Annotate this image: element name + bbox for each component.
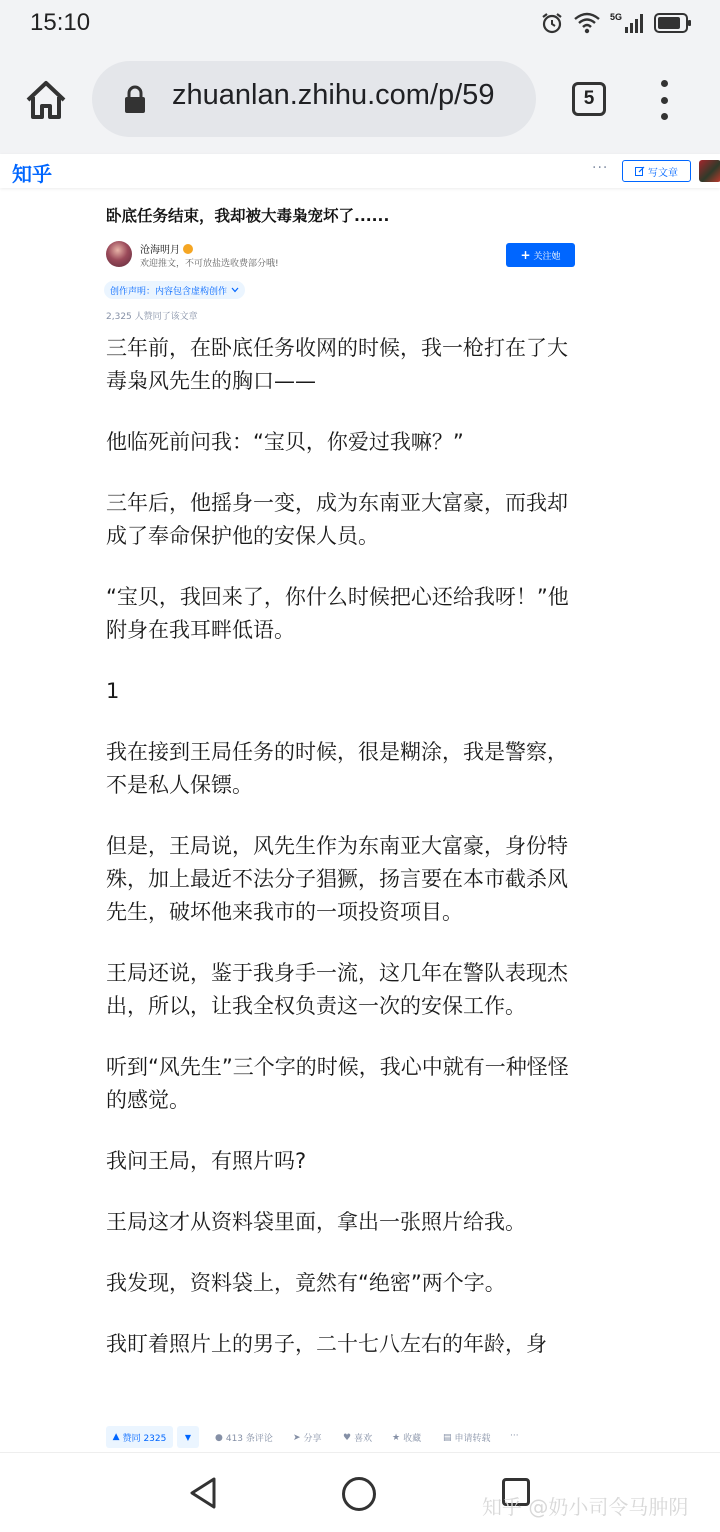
header-more-icon[interactable]: ···	[592, 160, 609, 176]
author-avatar[interactable]	[106, 241, 132, 267]
section-number: 1	[106, 679, 120, 703]
home-nav-icon[interactable]	[342, 1477, 376, 1511]
zhihu-logo[interactable]: 知乎	[12, 162, 52, 186]
status-bar	[0, 0, 720, 46]
url-text[interactable]: zhuanlan.zhihu.com/p/59	[172, 79, 495, 111]
upvote-label: 赞同 2325	[122, 1433, 167, 1444]
write-article-label: 写文章	[648, 167, 678, 179]
follow-label: 关注她	[533, 251, 561, 262]
article-paragraph: 三年前，在卧底任务收网的时候，我一枪打在了大毒枭风先生的胸口——	[106, 336, 568, 393]
article-paragraph: “宝贝，我回来了，你什么时候把心还给我呀！”他附身在我耳畔低语。	[106, 585, 569, 642]
article-action-bar	[0, 1422, 720, 1452]
write-article-button[interactable]	[622, 160, 691, 182]
browser-toolbar	[0, 46, 720, 154]
more-actions-icon[interactable]: ···	[510, 1431, 519, 1441]
article-paragraph: 但是，王局说，风先生作为东南亚大富豪，身份特殊，加上最近不法分子猖獗，扬言要在本市截杀风先生，破坏他来我市的一项投资项目。	[106, 834, 568, 924]
article-paragraph: 我问王局，有照片吗?	[106, 1149, 307, 1173]
reprint-button[interactable]	[443, 1431, 491, 1444]
creation-declaration-tag[interactable]	[104, 281, 245, 299]
star-icon: ★	[392, 1432, 401, 1443]
lock-icon	[122, 84, 148, 114]
follow-button[interactable]	[506, 243, 575, 267]
badge-icon	[183, 244, 193, 254]
share-label: 分享	[303, 1434, 322, 1444]
likes-count-line: 2,325 人赞同了该文章	[106, 312, 198, 322]
comments-button[interactable]	[215, 1431, 273, 1444]
status-icons	[540, 10, 692, 36]
share-icon: ➤	[293, 1432, 301, 1443]
article-paragraph: 王局还说，鉴于我身手一流，这几年在警队表现杰出，所以，让我全权负责这一次的安保工作。	[106, 961, 568, 1018]
edit-icon	[635, 166, 645, 176]
like-button[interactable]	[343, 1431, 372, 1444]
collect-button[interactable]	[392, 1431, 421, 1444]
status-time: 15:10	[30, 9, 91, 36]
zhihu-header	[0, 154, 720, 188]
article-paragraph: 我在接到王局任务的时候，很是糊涂，我是警察，不是私人保镖。	[106, 740, 568, 797]
comment-icon: ●	[215, 1432, 223, 1443]
upvote-button[interactable]	[106, 1426, 173, 1448]
home-icon[interactable]	[22, 76, 70, 124]
comments-label: 413 条评论	[225, 1434, 273, 1444]
plus-icon: +	[520, 248, 531, 262]
author-bio: 欢迎推文，不可放盐选收费部分哦!	[140, 259, 279, 269]
system-nav-bar	[0, 1452, 720, 1532]
browser-menu-icon[interactable]	[652, 80, 676, 120]
network-type-label: 5G	[609, 12, 622, 22]
triangle-down-icon: ▼	[184, 1432, 192, 1442]
article-paragraph: 三年后，他摇身一变，成为东南亚大富豪，而我却成了奉命保护他的安保人员。	[106, 491, 568, 548]
triangle-up-icon: ▲	[112, 1432, 120, 1442]
user-avatar[interactable]	[699, 160, 720, 182]
battery-icon	[654, 12, 692, 34]
chevron-down-icon	[231, 287, 239, 293]
article-title: 卧底任务结束，我却被大毒枭宠坏了......	[106, 207, 390, 225]
address-bar[interactable]	[92, 61, 536, 137]
wifi-icon	[574, 12, 600, 34]
back-icon[interactable]	[186, 1475, 222, 1511]
creation-tag-label: 创作声明：内容包含虚构创作	[110, 286, 228, 297]
collect-label: 收藏	[403, 1434, 422, 1444]
share-button[interactable]	[293, 1431, 322, 1444]
document-icon: ▤	[443, 1432, 452, 1443]
tab-switcher-button[interactable]: 5	[572, 82, 606, 116]
article-paragraph: 王局这才从资料袋里面，拿出一张照片给我。	[106, 1210, 526, 1234]
author-name[interactable]: 沧海明月	[140, 245, 180, 256]
reprint-label: 申请转载	[454, 1434, 491, 1444]
watermark: 知乎 @奶小司令马肿阴	[482, 1495, 689, 1519]
heart-icon: ♥	[343, 1432, 352, 1443]
author-info[interactable]	[140, 241, 193, 256]
article-paragraph: 我盯着照片上的男子，二十七八左右的年龄，身	[106, 1332, 547, 1356]
signal-icon	[624, 13, 644, 33]
article-body	[106, 332, 576, 1389]
article-paragraph: 我发现，资料袋上，竟然有“绝密”两个字。	[106, 1271, 506, 1295]
like-label: 喜欢	[354, 1434, 373, 1444]
downvote-button[interactable]	[177, 1426, 199, 1448]
article-paragraph: 听到“风先生”三个字的时候，我心中就有一种怪怪的感觉。	[106, 1055, 569, 1112]
article-paragraph: 他临死前问我：“宝贝，你爱过我嘛？”	[106, 430, 464, 454]
alarm-icon	[540, 11, 564, 35]
